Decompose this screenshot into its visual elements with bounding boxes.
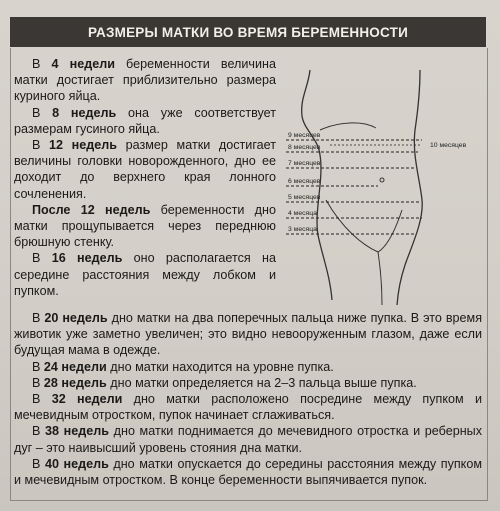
title-banner: [10, 17, 486, 47]
label-6-months: 6 месяцев: [288, 178, 321, 185]
page-title: РАЗМЕРЫ МАТКИ ВО ВРЕМЯ БЕРЕМЕННОСТИ: [88, 24, 408, 40]
full-width-text: [14, 310, 482, 488]
paragraph-after-12-weeks: После 12 недель беременности дно матки прощупывается через переднюю брюшную стенку.: [14, 202, 276, 250]
navel-icon: [380, 178, 384, 182]
groin-curve: [326, 200, 402, 252]
label-10-months: 10 месяцев: [430, 142, 467, 149]
paragraph-32-weeks: В 32 недели дно матки расположено посредине между пупком и мечевидным отростком, пупок начинает сглаживаться.: [14, 392, 482, 423]
paragraph-8-weeks: В 8 недель она уже соответствует размерам гусиного яйца.: [14, 105, 277, 136]
label-4-months: 4 месяца: [288, 210, 317, 217]
body-outline-left: [302, 70, 332, 300]
paragraph-38-weeks: В 38 недель дно матки поднимается до мечевидного отростка и реберных дуг – это наивысший уровень стояния дна матки.: [14, 424, 483, 455]
label-3-months: 3 месяца: [288, 226, 317, 233]
label-9-months: 9 месяцев: [288, 132, 321, 139]
paragraph-28-weeks: В 28 недель дно матки определяется на 2–3 пальца выше пупка.: [32, 375, 417, 390]
paragraph-16-weeks: В 16 недель оно располагается на середине расстояния между лобком и пупком.: [14, 251, 277, 298]
body-outline-right: [397, 70, 422, 305]
paragraph-20-weeks: В 20 недель дно матки на два поперечных пальца ниже пупка. В это время животик уже заметно увеличен; это видно невооруженным глазом, даже если будущая мама в одежде.: [14, 311, 483, 358]
paragraph-12-weeks: В 12 недель размер матки достигает величины головки новорожденного, дно ее доходит до верхнего края лонного сочленения.: [14, 138, 277, 201]
label-8-months: 8 месяцев: [288, 144, 321, 151]
level-lines: [286, 140, 422, 234]
paragraph-4-weeks: В 4 недели беременности величина матки достигает приблизительно размера куриного яйца.: [14, 57, 276, 104]
label-5-months: 5 месяцев: [288, 194, 321, 201]
leg-inner: [378, 252, 382, 305]
chest-curve: [320, 123, 376, 130]
paragraph-24-weeks: В 24 недели дно матки находится на уровне пупка.: [32, 359, 334, 374]
uterus-height-diagram: [270, 60, 480, 310]
left-column: [14, 56, 276, 299]
paragraph-40-weeks: В 40 недель дно матки опускается до середины расстояния между пупком и мечевидным отростком. В конце беременности выпячивается пупок.: [14, 456, 482, 488]
label-7-months: 7 месяцев: [288, 160, 321, 167]
